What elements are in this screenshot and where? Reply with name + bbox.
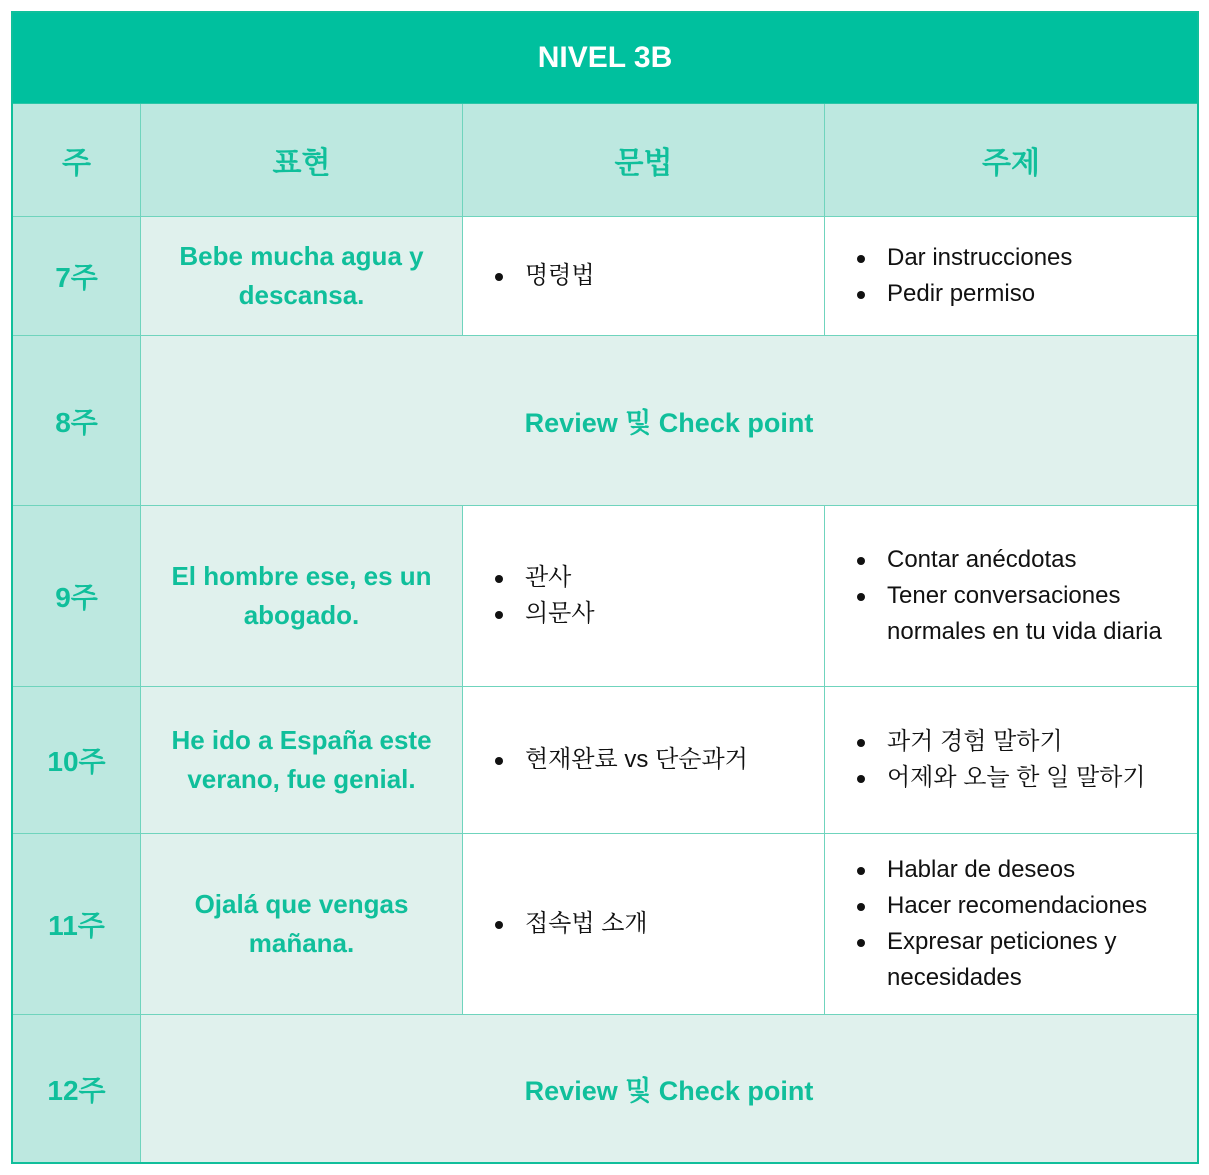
week-label: 11주 [13, 834, 141, 1015]
topic-list [855, 240, 1072, 312]
expression-cell: El hombre ese, es un abogado. [141, 506, 463, 687]
week-label: 7주 [13, 217, 141, 336]
topic-item: Contar anécdotas [855, 542, 1177, 578]
topic-item: Tener conversaciones normales en tu vida diaria [855, 578, 1177, 650]
topic-item: 과거 경험 말하기 [855, 724, 1146, 760]
expression-cell: Ojalá que vengas mañana. [141, 834, 463, 1015]
topic-item: Hacer recomendaciones [855, 888, 1177, 924]
grammar-cell [463, 834, 825, 1015]
grammar-list [493, 906, 648, 942]
header-topic: 주제 [825, 104, 1197, 217]
grammar-item: 명령법 [493, 258, 595, 294]
grammar-list [493, 560, 595, 632]
topic-item: 어제와 오늘 한 일 말하기 [855, 760, 1146, 796]
topic-cell [825, 506, 1197, 687]
grammar-list [493, 742, 748, 778]
header-expression: 표현 [141, 104, 463, 217]
topic-cell [825, 834, 1197, 1015]
grammar-item: 현재완료 vs 단순과거 [493, 742, 748, 778]
grammar-cell [463, 217, 825, 336]
grammar-item: 의문사 [493, 596, 595, 632]
topic-cell [825, 687, 1197, 834]
expression-cell: He ido a España este verano, fue genial. [141, 687, 463, 834]
topic-item: Dar instrucciones [855, 240, 1072, 276]
grammar-cell [463, 687, 825, 834]
topic-list [855, 852, 1177, 996]
week-label: 10주 [13, 687, 141, 834]
topic-item: Pedir permiso [855, 276, 1072, 312]
grammar-item: 관사 [493, 560, 595, 596]
week-label: 9주 [13, 506, 141, 687]
review-cell: Review 및 Check point [141, 336, 1197, 506]
curriculum-grid [13, 104, 1197, 1162]
topic-list [855, 542, 1177, 650]
week-label: 8주 [13, 336, 141, 506]
curriculum-table [11, 11, 1199, 1164]
header-week: 주 [13, 104, 141, 217]
topic-cell [825, 217, 1197, 336]
expression-cell: Bebe mucha agua y descansa. [141, 217, 463, 336]
week-label: 12주 [13, 1015, 141, 1162]
header-grammar: 문법 [463, 104, 825, 217]
grammar-list [493, 258, 595, 294]
grammar-cell [463, 506, 825, 687]
topic-list [855, 724, 1146, 796]
review-cell: Review 및 Check point [141, 1015, 1197, 1162]
table-title: NIVEL 3B [13, 13, 1197, 104]
topic-item: Hablar de deseos [855, 852, 1177, 888]
grammar-item: 접속법 소개 [493, 906, 648, 942]
topic-item: Expresar peticiones y necesidades [855, 924, 1177, 996]
